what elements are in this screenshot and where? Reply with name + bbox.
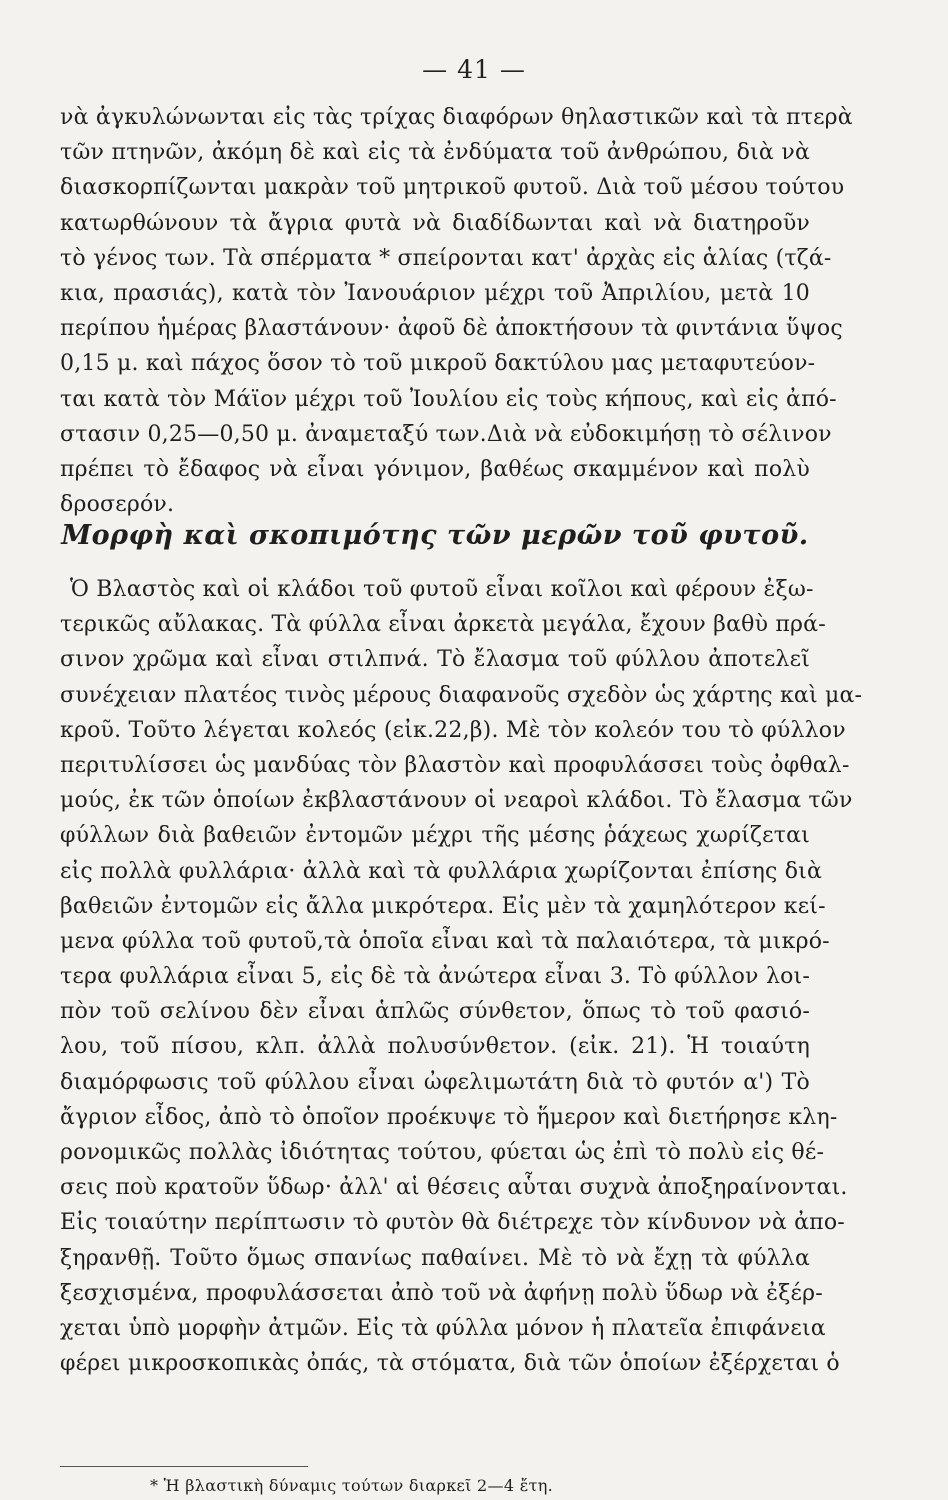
text-line: κια, πρασιάς), κατὰ τὸν Ἰανουάριον μέχρι τοῦ Ἀπριλίου, μετὰ 10 bbox=[60, 280, 810, 306]
text-line: πὸν τοῦ σελίνου δὲν εἶναι ἁπλῶς σύνθετον, ὅπως τὸ τοῦ φασιό- bbox=[60, 999, 810, 1025]
text-line: βαθειῶν ἐντομῶν εἰς ἄλλα μικρότερα. Εἰς μὲν τὰ χαμηλότερον κεί- bbox=[60, 893, 826, 919]
text-line: διαμόρφωσις τοῦ φύλλου εἶναι ὠφελιμωτάτη διὰ τὸ φυτόν α') Τὸ bbox=[60, 1069, 810, 1095]
text-line: περίπου ἡμέρας βλαστάνουν· ἀφοῦ δὲ ἀποκτήσουν τὰ φιντάνια ὕψος bbox=[60, 316, 843, 342]
text-line: κροῦ. Τοῦτο λέγεται κολεός (εἰκ.22,β). Μὲ τὸν κολεόν του τὸ φύλλον bbox=[60, 717, 846, 743]
text-line: διασκορπίζωνται μακρὰν τοῦ μητρικοῦ φυτοῦ. Διὰ τοῦ μέσου τούτου bbox=[60, 175, 845, 201]
text-line: κατωρθώνουν τὰ ἄγρια φυτὰ νὰ διαδίδωνται καὶ νὰ διατηροῦν bbox=[60, 210, 810, 236]
text-line: τερα φυλλάρια εἶναι 5, εἰς δὲ τὰ ἀνώτερα εἶναι 3. Τὸ φύλλον λοι- bbox=[60, 964, 810, 990]
paragraph-seed-dispersal bbox=[60, 100, 853, 522]
text-line: χεται ὑπὸ μορφὴν ἀτμῶν. Εἰς τὰ φύλλα μόνον ἡ πλατεῖα ἐπιφάνεια bbox=[60, 1315, 826, 1341]
paragraph-plant-parts bbox=[60, 572, 863, 1381]
text-line: τερικῶς αὔλακας. Τὰ φύλλα εἶναι ἀρκετὰ μεγάλα, ἔχουν βαθὺ πρά- bbox=[60, 612, 826, 638]
section-heading: Μορφὴ καὶ σκοπιμότης τῶν μερῶν τοῦ φυτοῦ. bbox=[61, 520, 809, 551]
footnote-divider bbox=[60, 1466, 308, 1467]
text-line: πρέπει τὸ ἔδαφος νὰ εἶναι γόνιμον, βαθέως σκαμμένον καὶ πολὺ bbox=[60, 456, 810, 482]
text-line: στασιν 0,25—0,50 μ. ἀναμεταξύ των.Διὰ νὰ εὐδοκιμήσῃ τὸ σέλινον bbox=[60, 421, 832, 447]
text-line: περιτυλίσσει ὡς μανδύας τὸν βλαστὸν καὶ προφυλάσσει τοὺς ὀφθαλ- bbox=[60, 752, 850, 778]
text-line: δροσερόν. bbox=[60, 492, 175, 518]
footnote: * Ἡ βλαστικὴ δύναμις τούτων διαρκεῖ 2—4 ἔτη. bbox=[150, 1476, 554, 1495]
text-line: ἄγριον εἶδος, ἀπὸ τὸ ὁποῖον προέκυψε τὸ ἥμερον καὶ διετήρησε κλη- bbox=[60, 1104, 838, 1130]
text-line: τὸ γένος των. Τὰ σπέρματα * σπείρονται κατ' ἀρχὰς εἰς ἁλίας (τζά- bbox=[60, 245, 832, 271]
text-line: Εἰς τοιαύτην περίπτωσιν τὸ φυτὸν θὰ διέτρεχε τὸν κίνδυνον νὰ ἀπο- bbox=[60, 1210, 845, 1236]
text-line: εἰς πολλὰ φυλλάρια· ἀλλὰ καὶ τὰ φυλλάρια χωρίζονται ἐπίσης διὰ bbox=[60, 858, 823, 884]
text-line: ξεσχισμένα, προφυλάσσεται ἀπὸ τοῦ νὰ ἀφήνῃ πολὺ ὕδωρ νὰ ἐξέρ- bbox=[60, 1280, 823, 1306]
text-line: ξηρανθῇ. Τοῦτο ὅμως σπανίως παθαίνει. Μὲ τὸ νὰ ἔχῃ τὰ φύλλα bbox=[60, 1245, 810, 1271]
text-line: νὰ ἀγκυλώνωνται εἰς τὰς τρίχας διαφόρων θηλαστικῶν καὶ τὰ πτερὰ bbox=[60, 105, 853, 130]
text-line: σινον χρῶμα καὶ εἶναι στιλπνά. Τὸ ἔλασμα τοῦ φύλλου ἀποτελεῖ bbox=[60, 647, 810, 673]
text-line: φύλλων διὰ βαθειῶν ἐντομῶν μέχρι τῆς μέσης ῥάχεως χωρίζεται bbox=[60, 823, 810, 849]
text-line: 0,15 μ. καὶ πάχος ὅσον τὸ τοῦ μικροῦ δακτύλου μας μεταφυτεύον- bbox=[60, 351, 816, 377]
text-line: λου, τοῦ πίσου, κλπ. ἀλλὰ πολυσύνθετον. (εἰκ. 21). Ἡ τοιαύτη bbox=[60, 1034, 810, 1060]
text-line: μούς, ἐκ τῶν ὁποίων ἐκβλαστάνουν οἱ νεαροὶ κλάδοι. Τὸ ἔλασμα τῶν bbox=[60, 788, 853, 814]
text-line: φέρει μικροσκοπικὰς ὀπάς, τὰ στόματα, διὰ τῶν ὁποίων ἐξέρχεται ὁ bbox=[60, 1351, 840, 1377]
text-line: τῶν πτηνῶν, ἀκόμη δὲ καὶ εἰς τὰ ἐνδύματα τοῦ ἀνθρώπου, διὰ νὰ bbox=[60, 140, 810, 166]
text-line: ρονομικῶς πολλὰς ἰδιότητας τούτου, φύεται ὡς ἐπὶ τὸ πολὺ εἰς θέ- bbox=[60, 1140, 825, 1165]
page-number: — 41 — bbox=[422, 55, 526, 84]
text-line: Ὁ Βλαστὸς καὶ οἱ κλάδοι τοῦ φυτοῦ εἶναι κοῖλοι καὶ φέρουν ἐξω- bbox=[70, 577, 814, 602]
text-line: μενα φύλλα τοῦ φυτοῦ,τὰ ὁποῖα εἶναι καὶ τὰ παλαιότερα, τὰ μικρό- bbox=[60, 928, 830, 954]
text-line: ται κατὰ τὸν Μάϊον μέχρι τοῦ Ἰουλίου εἰς τοὺς κήπους, καὶ εἰς ἀπό- bbox=[60, 386, 837, 412]
text-line: συνέχειαν πλατέος τινὸς μέρους διαφανοῦς σχεδὸν ὡς χάρτης καὶ μα- bbox=[60, 682, 863, 708]
text-line: σεις ποὺ κρατοῦν ὕδωρ· ἀλλ' αἱ θέσεις αὗται συχνὰ ἀποξηραίνονται. bbox=[60, 1175, 848, 1201]
